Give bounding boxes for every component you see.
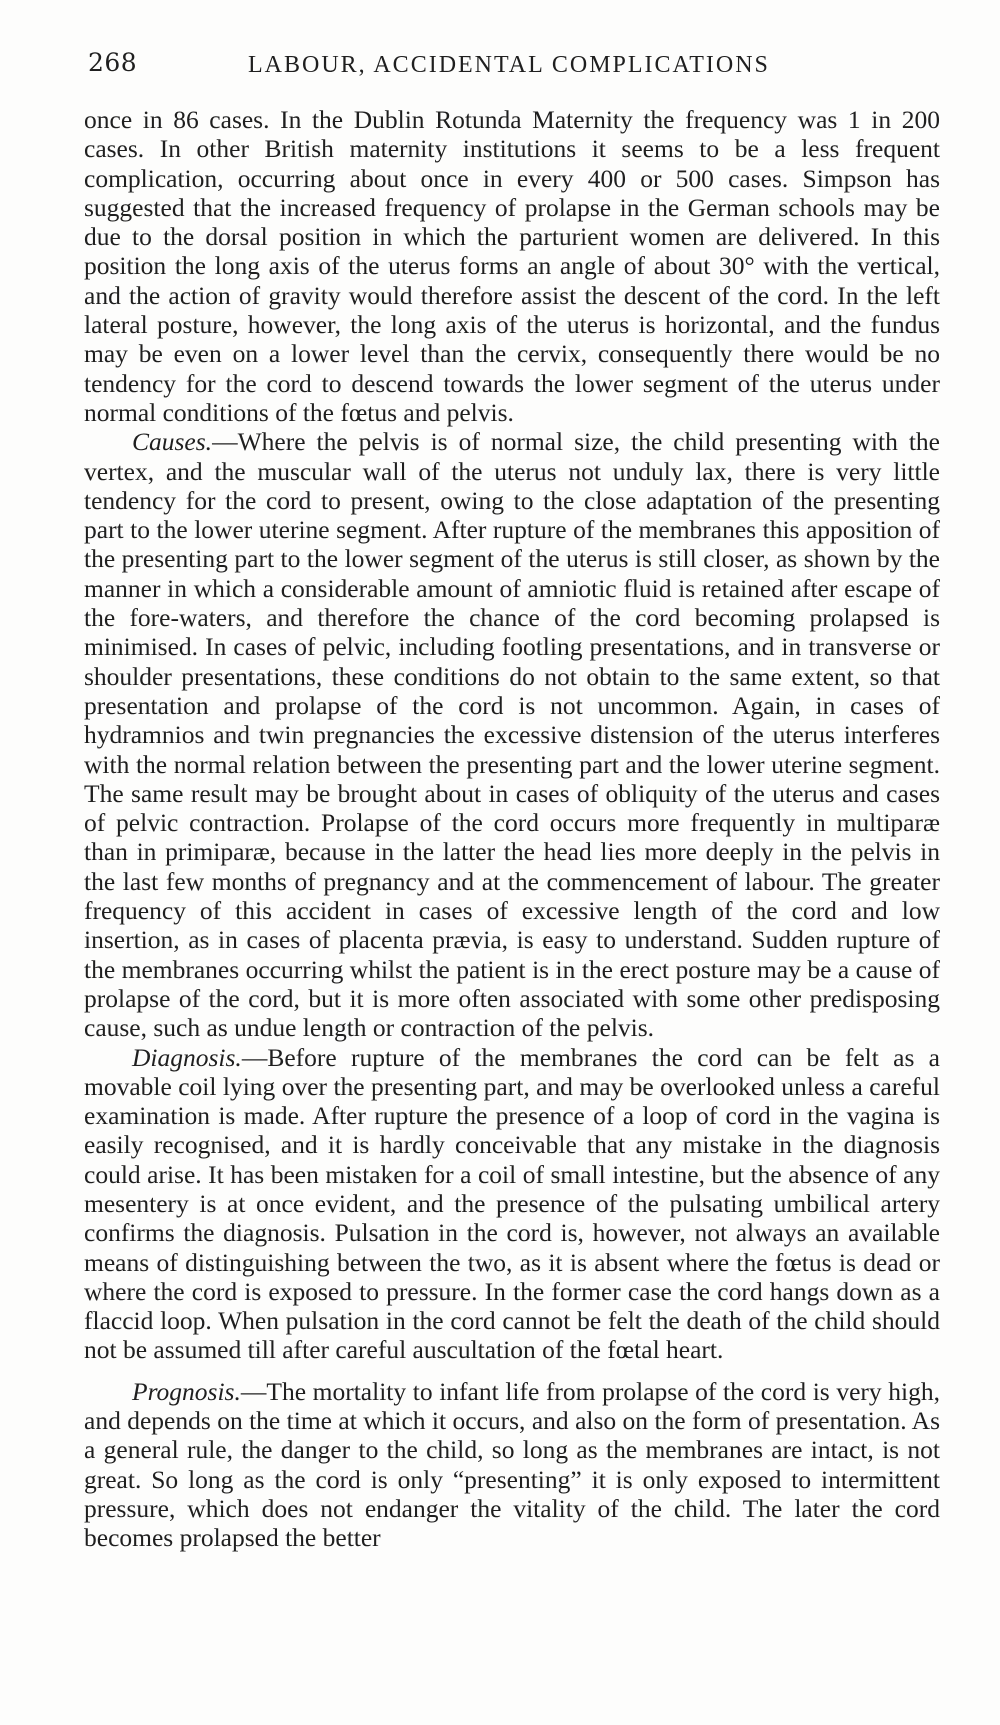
paragraph-text: once in 86 cases. In the Dublin Rotunda Maternity the frequency was 1 in 200 cases. In other British maternity institutions it seems to be a less frequent complication, occurring about once in every 400 or 500 cases. Simpson has suggested that the increased frequency of prolapse in the German schools may be due to the dorsal position in which the parturient women are delivered. In this position the long axis of the uterus forms an angle of about 30° with the vertical, and the action of gravity would therefore assist the descent of the cord. In the left lateral posture, however, the long axis of the uterus is horizontal, and the fundus may be even on a lower level than the cervix, consequently there would be no tendency for the cord to descend towards the lower segment of the uterus under normal conditions of the fœtus and pelvis. (84, 105, 940, 427)
paragraph-text: —Where the pelvis is of normal size, the child presenting with the vertex, and the muscular wall of the uterus not unduly lax, there is very little tendency for the cord to present, owing to the close adaptation of the presenting part to the lower uterine segment. After rupture of the membranes this apposition of the presenting part to the lower segment of the uterus is still closer, as shown by the manner in which a considerable amount of amniotic fluid is retained after escape of the fore-waters, and therefore the chance of the cord becoming prolapsed is minimised. In cases of pelvic, including footling presentations, and in transverse or shoulder presentations, these conditions do not obtain to the same extent, so that presentation and prolapse of the cord is not uncommon. Again, in cases of hydramnios and twin pregnancies the excessive distension of the uterus interferes with the normal relation between the presenting part and the lower uterine segment. The same result may be brought about in cases of obliquity of the uterus and cases of pelvic contraction. Prolapse of the cord occurs more frequently in multiparæ than in primiparæ, because in the latter the head lies more deeply in the pelvis in the last few months of pregnancy and at the commencement of labour. The greater frequency of this accident in cases of excessive length of the cord and low insertion, as in cases of placenta prævia, is easy to understand. Sudden rupture of the membranes occurring whilst the patient is in the erect posture may be a cause of prolapse of the cord, but it is more often associated with some other predisposing cause, such as undue length or contraction of the pelvis. (84, 427, 940, 1043)
section-heading-causes: Causes. (132, 427, 213, 457)
paragraph-causes (84, 427, 940, 1042)
paragraph-continuation (84, 105, 940, 427)
section-heading-diagnosis: Diagnosis. (132, 1042, 242, 1072)
paragraph-text: —The mortality to infant life from prolapse of the cord is very high, and depends on the time at which it occurs, and also on the form of presentation. As a general rule, the danger to the child, so long as the membranes are intact, is not great. So long as the cord is only “presenting” it is only exposed to intermittent pressure, which does not endanger the vitality of the child. The later the cord becomes prolapsed the better (84, 1376, 940, 1553)
page-header (88, 48, 938, 88)
page-number: 268 (88, 48, 138, 77)
body-text (84, 105, 940, 1553)
paragraph-text: —Before rupture of the membranes the cord can be felt as a movable coil lying over the presenting part, and may be overlooked unless a careful examination is made. After rupture the presence of a loop of cord in the vagina is easily recognised, and it is hardly conceivable that any mistake in the diagnosis could arise. It has been mistaken for a coil of small intestine, but the absence of any mesentery is at once evident, and the presence of the pulsating umbilical artery confirms the diagnosis. Pulsation in the cord is, however, not always an available means of distinguishing between the two, as it is absent where the fœtus is dead or where the cord is exposed to pressure. In the former case the cord hangs down as a flaccid loop. When pulsation in the cord cannot be felt the death of the child should not be assumed till after careful auscultation of the fœtal heart. (84, 1042, 940, 1365)
paragraph-prognosis (84, 1377, 940, 1553)
running-head: LABOUR, ACCIDENTAL COMPLICATIONS (248, 52, 770, 78)
section-heading-prognosis: Prognosis. (132, 1376, 241, 1406)
paragraph-diagnosis (84, 1043, 940, 1365)
